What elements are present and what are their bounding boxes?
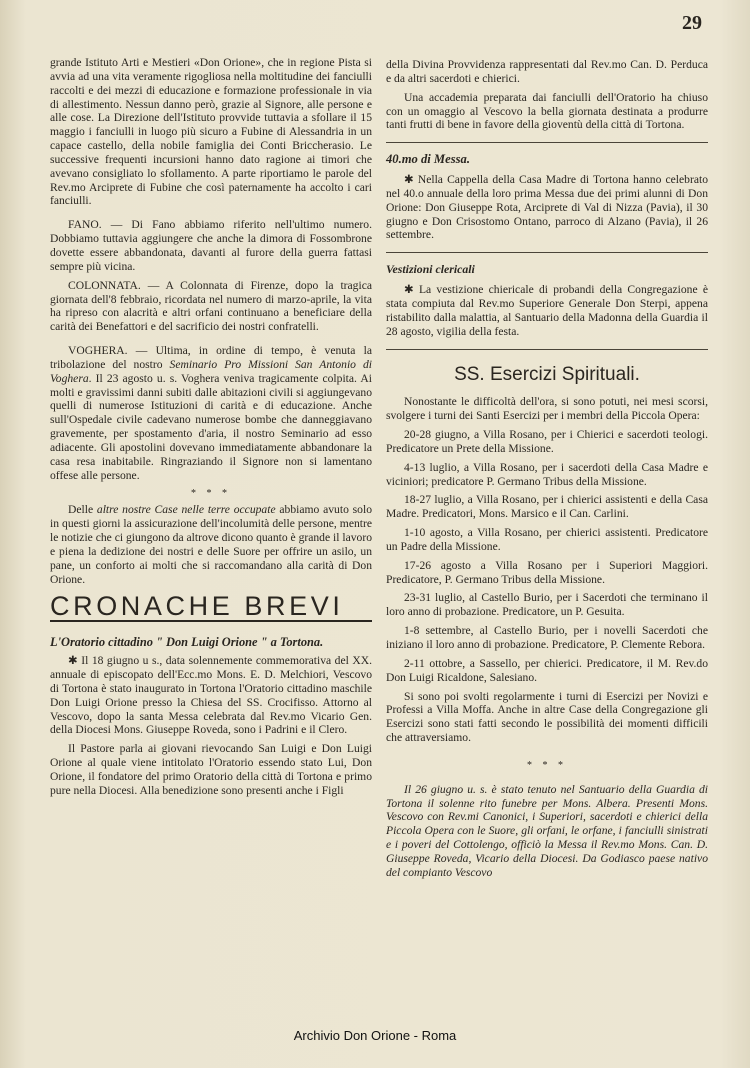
esercizi-item: Si sono poi svolti regolarmente i turni di Esercizi per Novizi e Professi a Villa Moffa. Anche in altre Case della Congregazione gli Esercizi sono stati fatti secondo le possibilità dei momenti difficili che attraversiamo. xyxy=(386,689,708,745)
paragraph-fano: FANO. — Di Fano abbiamo riferito nell'ultimo numero. Dobbiamo tuttavia aggiungere che anche la dimora di Fossombrone dovette essere abbandonata, davanti al furore della guerra fattasi sempre più vicina. xyxy=(50,218,372,273)
voghera-seminario: Seminario Pro Missioni San Antonio di Voghera xyxy=(50,357,373,385)
section-rule xyxy=(386,349,708,350)
paragraph-perduca: della Divina Provvidenza rappresentati dal Rev.mo Can. D. Perduca e da altri sacerdoti e chierici. xyxy=(386,58,708,85)
paragraph-altre-case xyxy=(50,503,372,586)
esercizi-item: Nonostante le difficoltà dell'ora, si sono potuti, nei mesi scorsi, svolgere i turni dei Santi Esercizi per i membri della Piccola Opera: xyxy=(386,395,708,423)
paragraph-accademia: Una accademia preparata dai fanciulli dell'Oratorio ha chiuso con un omaggio al Vescovo la bella giornata destinata a produrre tanti frutti di bene in favore della gioventù della città di Tortona. xyxy=(386,90,708,132)
altre-text-start: Delle xyxy=(68,503,97,517)
right-column xyxy=(386,58,708,885)
esercizi-item: 1-8 settembre, al Castello Burio, per i novelli Sacerdoti che iniziano il loro anno di probazione. Predicatore, P. Clemente Rebora. xyxy=(386,624,708,651)
messa-heading: 40.mo di Messa. xyxy=(386,152,470,167)
esercizi-heading: SS. Esercizi Spirituali. xyxy=(454,363,640,385)
esercizi-item: 2-11 ottobre, a Sassello, per chierici. Predicatore, il M. Rev.do Don Luigi Ricaldone, Salesiano. xyxy=(386,656,708,684)
separator-stars: * * * xyxy=(527,759,567,771)
esercizi-item: 20-28 giugno, a Villa Rosano, per i Chierici e sacerdoti teologi. Predicatore un Prete della Missione. xyxy=(386,428,708,455)
paragraph-oratorio-1: ✱ Il 18 giugno u s., data solennemente commemorativa del XX. annuale di episcopato dell'Ecc.mo Mons. E. D. Melchiori, Vescovo di Tortona è stato inaugurato in Tortona l'Oratorio cittadino maschile Don Luigi Orione presso la Chiesa del SS. Crocifisso. Attorno al Vescovo, dopo la santa Messa celebrata dal Rev.mo Vicario Gen. della Diocesi Mons. Giuseppe Roveda, sono i Padrini e il Clero. xyxy=(50,654,372,737)
paragraph-vestizioni: ✱ La vestizione chiericale di probandi della Congregazione è stata compiuta dal Rev.mo Superiore Generale Don Sterpi, appena ristabilito dalla malattia, al Santuario della Madonna della Guardia il 28 agosto, vigilia della festa. xyxy=(386,283,708,338)
altre-case-italic: altre nostre Case nelle terre occupate xyxy=(96,503,276,517)
paragraph-oratorio-2: Il Pastore parla ai giovani rievocando San Luigi e Don Luigi Orione al quale viene intitolato l'Oratorio essendo stato Lui, Don Orione, il fondatore del primo Oratorio della città di Tortona e primo pure nella Diocesi. Alla benedizione sono presenti anche i Figli xyxy=(50,742,372,797)
section-rule xyxy=(386,142,708,143)
section-rule xyxy=(386,252,708,253)
archive-footer: Archivio Don Orione - Roma xyxy=(293,1028,457,1043)
paragraph-voghera xyxy=(50,344,372,482)
altre-text-end: abbiamo avuto solo in questi giorni la assicurazione dell'incolumità delle persone, mentre le notizie che ci giungono da altrove dicono quanto è grande il lavoro e piena la dedizione dei nostri e delle Suore per offrire un asilo, un pane, un conforto ai molti che si raccomandano alla carità di Don Orione. xyxy=(50,503,372,586)
funebre-block xyxy=(386,783,708,880)
cronache-brevi-heading: CRONACHE BREVI xyxy=(50,591,344,622)
esercizi-item: 17-26 agosto a Villa Rosano per i Superiori Maggiori. Predicatore, P. Germano Tribus della Missione. xyxy=(386,558,708,586)
oratorio-heading: L'Oratorio cittadino " Don Luigi Orione " a Tortona. xyxy=(50,635,324,650)
esercizi-item: 4-13 luglio, a Villa Rosano, per i sacerdoti della Casa Madre e viciniori; predicatore P. Germano Tribus della Missione. xyxy=(386,460,708,488)
paragraph-messa: ✱ Nella Cappella della Casa Madre di Tortona hanno celebrato nel 40.o annuale della loro prima Messa due dei primi alunni di Don Orione: Don Giuseppe Rota, Arciprete di Val di Nizza (Pavia), il 30 giugno e Don Crisostomo Ontano, parroco di Alzano (Pavia), il 26 settembre. xyxy=(386,173,708,242)
paragraph-pista: grande Istituto Arti e Mestieri «Don Orione», che in regione Pista si avvia ad una vita veramente rigogliosa nella moltitudine dei fanciulli raccolti e dei mezzi di educazione e formazione professionale in via di allestimento. Nessun danno però, grazie al Signore, alle persone e alle cose. La Direzione dell'Istituto provvide tuttavia a sfollare il 15 maggio i fanciulli in luogo più sicuro a Fubine di Alessandria in un capace castello, della nobile famiglia dei Conti Briccherasio. Le successive frequenti incursioni hanno dato ragione ai timori che avevano consigliato lo sfollamento. A parte riportiamo le parole del Rev.mo Arciprete di Fubine che così paternamente ha accolto i cari fanciulli. xyxy=(50,56,372,208)
paragraph-colonnata: COLONNATA. — A Colonnata di Firenze, dopo la tragica giornata dell'8 febbraio, ricordata nel numero di marzo-aprile, la vita ha ripreso con alacrità e altri orfani continuano a beneficiare della carità dei Benefattori e del sacrificio dei nostri confratelli. xyxy=(50,278,372,334)
esercizi-item: 23-31 luglio, al Castello Burio, per i Sacerdoti che terminano il loro anno di probazione. Predicatore, un P. Gesuita. xyxy=(386,591,708,619)
voghera-text-end: . Il 23 agosto u. s. Voghera veniva tragicamente colpita. Ai molti e gravissimi danni subiti dalle abitazioni civili si aggiungevano quelli di numerose Istituzioni di carità e di educazione. Anche sull'Ospedale civile cadevano numerose bombe che danneggiavano gravemente, per spostamento d'aria, il nostro Seminario ad esso adiacente. Gli apostolini dovevano immediatamente abbandonare la casa resa inabitabile. Ringraziando il Signore non si lamentano offese alle persone. xyxy=(50,371,372,482)
paragraph-funebre: Il 26 giugno u. s. è stato tenuto nel Santuario della Guardia di Tortona il solenne rito funebre per Mons. Albera. Presenti Mons. Vescovo con Rev.mi Canonici, i Superiori, sacerdoti e chierici della Piccola Opera con le Suore, gli orfani, le orfane, i fanciulli sinistrati e i poveri del Cottolengo, officiò la Messa il Rev.mo Mons. Can. D. Giuseppe Roveda, Vicario della Diocesi. Da Godiasco paese nativo del compianto Vescovo xyxy=(386,782,708,879)
esercizi-item: 1-10 agosto, a Villa Rosano, per chierici assistenti. Predicatore un Padre della Missione. xyxy=(386,526,708,553)
separator-stars: * * * xyxy=(191,488,231,500)
left-column xyxy=(50,56,372,803)
esercizi-item: 18-27 luglio, a Villa Rosano, per i chierici assistenti e della Casa Madre. Predicatori, Mons. Marsico e il Can. Carlini. xyxy=(386,493,708,521)
voghera-text-start: VOGHERA. — Ultima, in ordine di tempo, è venuta la tribolazione del nostro xyxy=(50,344,372,371)
page-number: 29 xyxy=(682,12,702,34)
vestizioni-heading: Vestizioni clericali xyxy=(386,262,475,277)
